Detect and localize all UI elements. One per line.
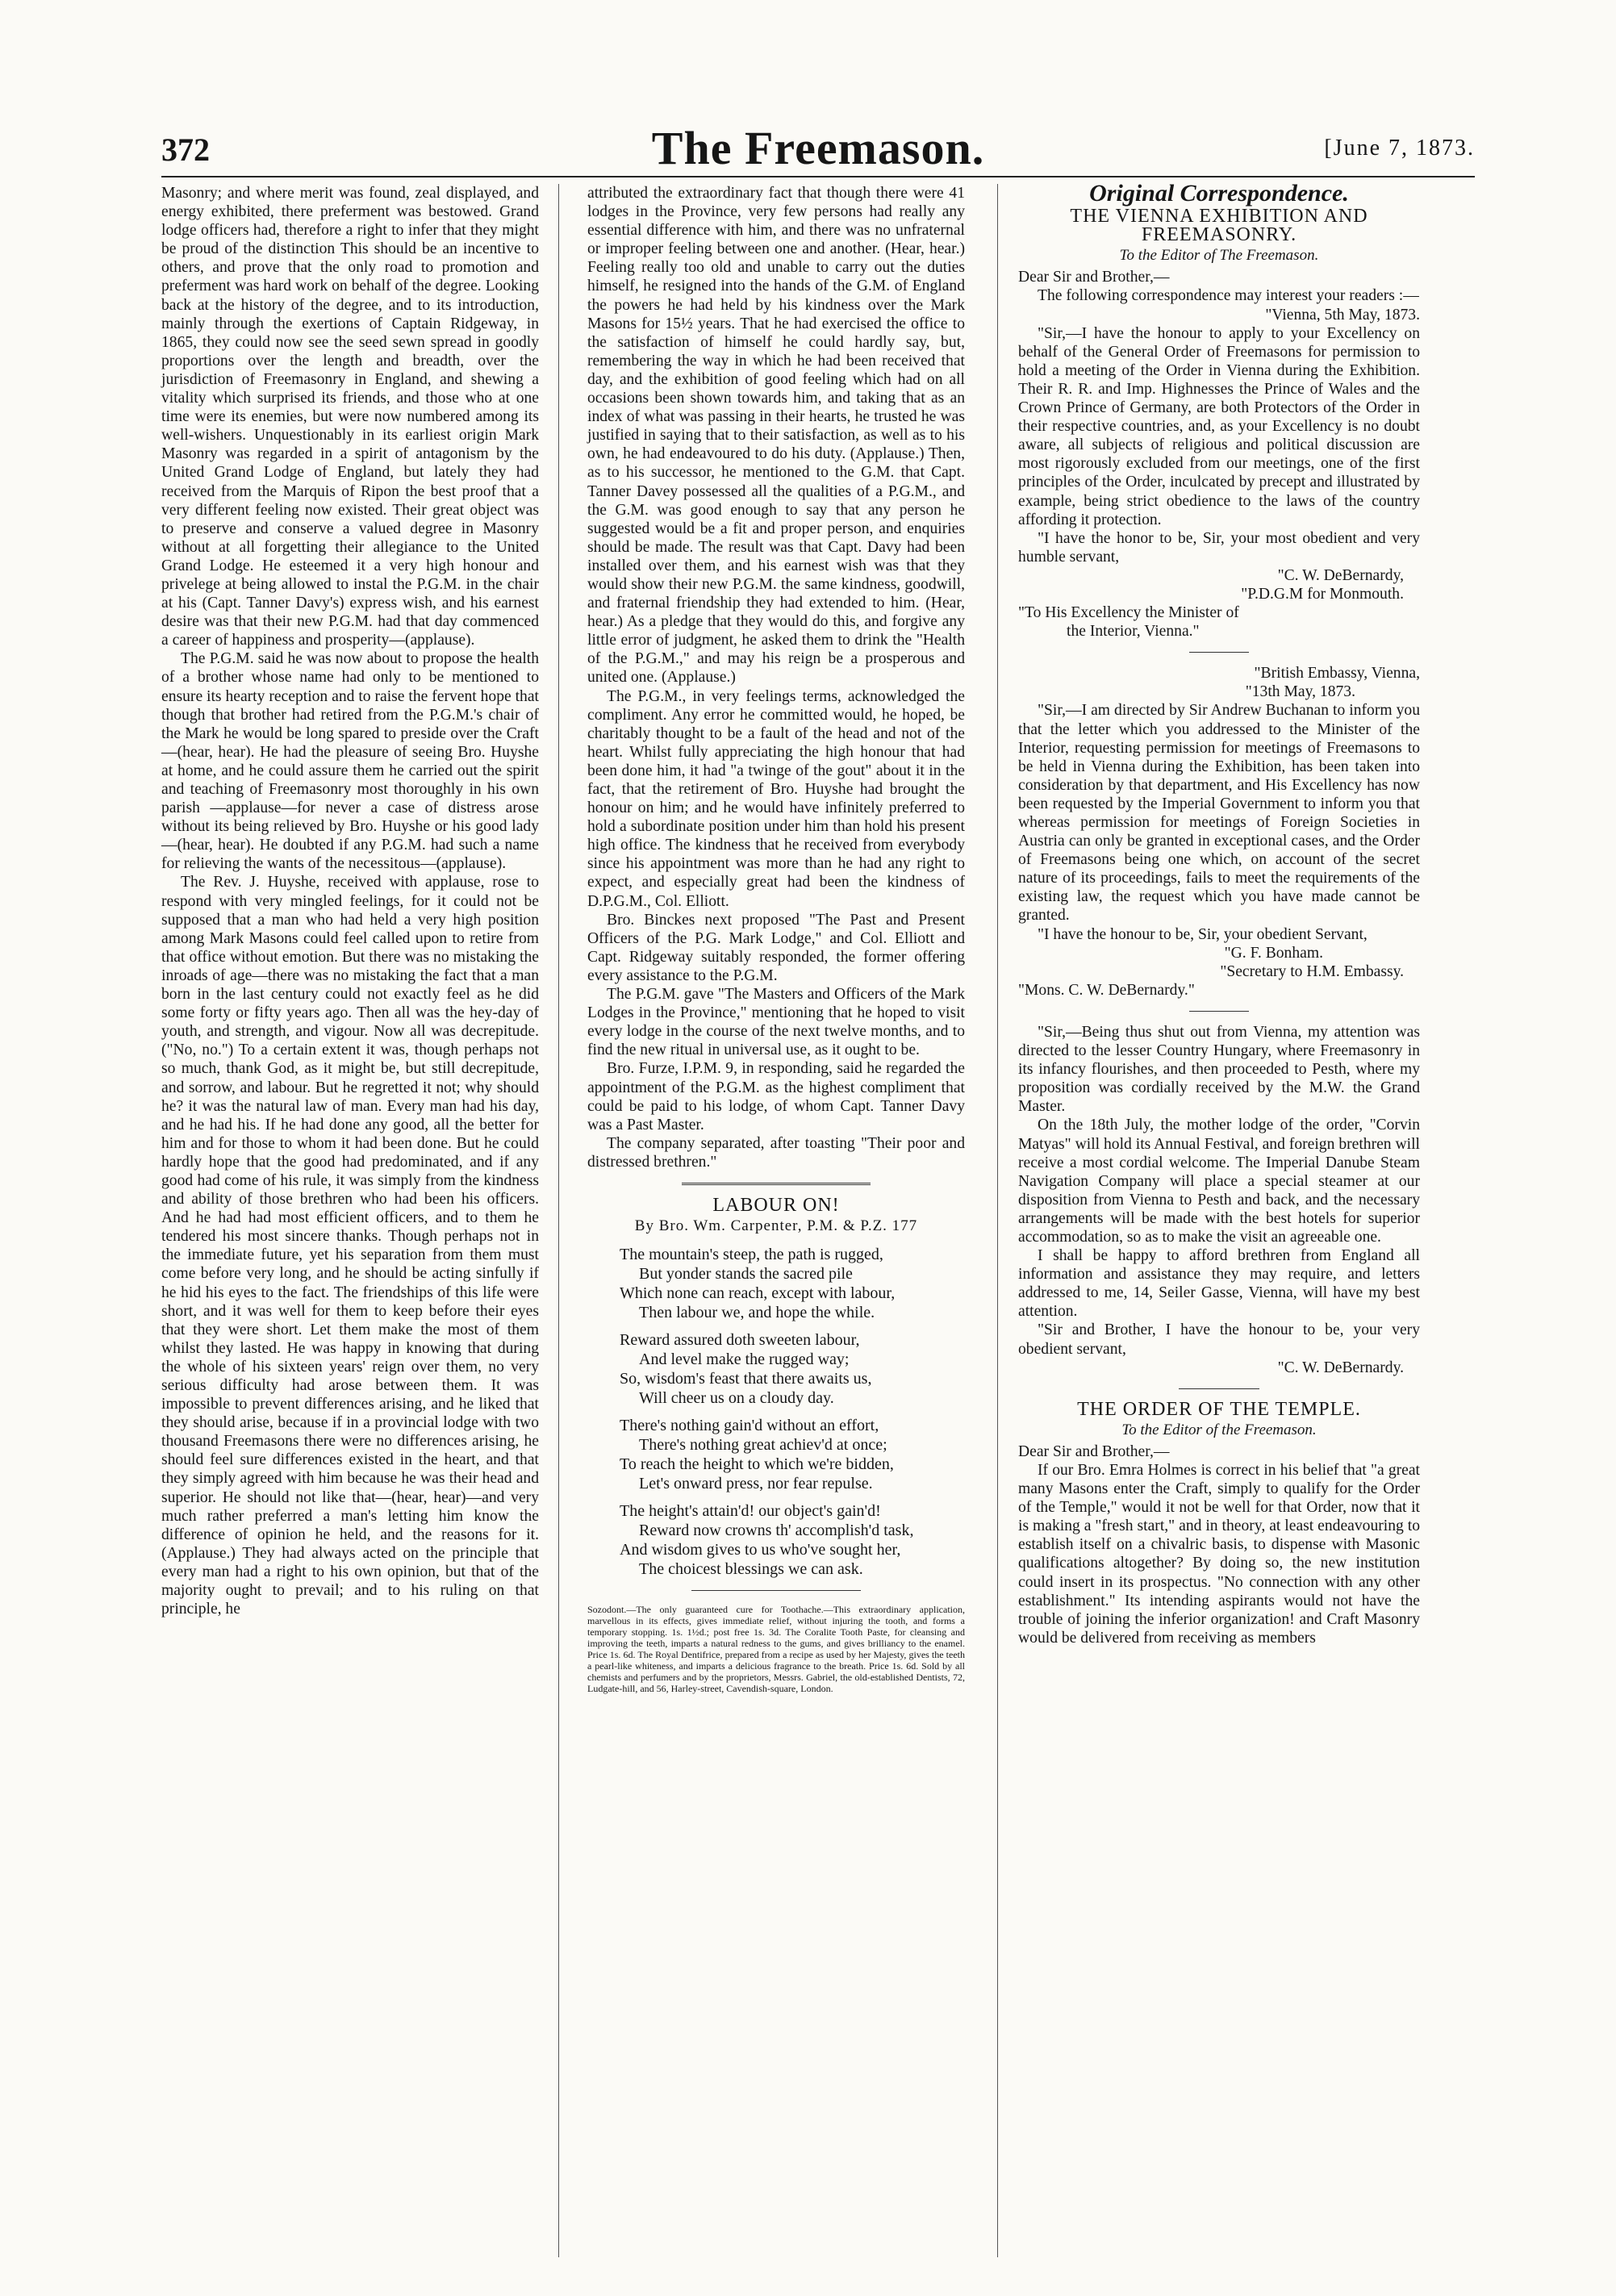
addressee: the Interior, Vienna.": [1067, 623, 1200, 641]
article-subtitle: To the Editor of the Freemason.: [1121, 1421, 1317, 1438]
poem-line: Reward now crowns th' accomplish'd task,: [639, 1522, 914, 1540]
poem-line: Let's onward press, nor fear repulse.: [639, 1475, 873, 1493]
section-rule: [682, 1183, 871, 1185]
paragraph: The P.G.M. gave "The Masters and Officers of the Mark Lodges in the Province," mentioning that he hoped to visit every lodge in the course of the next twelve months, and to find the new ritual in universal use, as it ought to be.: [587, 986, 965, 1059]
paragraph: "Sir and Brother, I have the honour to be, your very obedient servant,: [1018, 1321, 1420, 1358]
addressee: "Mons. C. W. DeBernardy.": [1018, 981, 1195, 999]
paragraph: Masonry; and where merit was found, zeal displayed, and energy exhibited, there preferment was bestowed. Grand lodge officers had, therefore a right to infer that they might be proud of the distinction This should be an incentive to others, and prove that the only road to promotion and preferment was hard work on behalf of the degree. Looking back at the history of the degree, and to its introduction, mainly through the exertions of Captain Ridgeway, in 1865, they could now see the seed sewn spread in goodly proportions over the length and breadth, over the jurisdiction of Freemasonry in England, and shewing a vitality which surprised its friends, and those who at one time were its enemies, but were now numbered among its well-wishers. Unquestionably in its earliest origin Mark Masonry was regarded in a spirit of antagonism by the United Grand Lodge of England, but lately they had received from the Marquis of Ripon the best proof that a very different feeling now existed. Their great object was to preserve and conserve a valued degree in Masonry without at all forgetting their allegiance to the United Grand Lodge. He esteemed it a very high honour and privelege at being allowed to instal the P.G.M. in the chair at his (Capt. Tanner Davy's) express wish, and his earnest desire was that their new P.G.M. had that day commenced a career of happiness and prosperity—(applause).: [161, 185, 539, 649]
poem-title: LABOUR ON!: [712, 1194, 840, 1216]
poem-line: To reach the height to which we're bidden,: [620, 1455, 894, 1474]
issue-date: [June 7, 1873.: [1324, 136, 1475, 161]
paragraph: "I have the honour to be, Sir, your obedient Servant,: [1038, 925, 1368, 943]
column-3: [1018, 180, 1420, 1647]
section-rule: [691, 1590, 862, 1591]
paragraph: If our Bro. Emra Holmes is correct in his belief that "a great many Masons enter the Craft, simply to qualify for the Order of the Temple," would it not be well for that Order, now that it is making a "fresh start," and in theory, at least endeavouring to establish itself on a chivalric basis, to dispense with Masonic qualifications altogether? By doing so, the new institution could insert in its prospectus. "No connection with any other establishment." Its intending aspirants would not have the trouble of joining the inferior organization! and Craft Masonry would be delivered from receiving as members: [1018, 1462, 1420, 1647]
poem-line: Reward assured doth sweeten labour,: [620, 1331, 860, 1350]
stanza-gap: [587, 1408, 965, 1416]
signature: "C. W. DeBernardy.: [1277, 1359, 1404, 1376]
column-2: [587, 184, 965, 1694]
paragraph: I shall be happy to afford brethren from England all information and assistance they may require, and letters addressed to me, 14, Seiler Gasse, Vienna, will have my best attention.: [1018, 1247, 1420, 1321]
article-title: THE VIENNA EXHIBITION AND FREEMASONRY.: [1070, 206, 1368, 246]
poem-line: The choicest blessings we can ask.: [639, 1560, 863, 1579]
advertisement: Sozodont.—The only guaranteed cure for Toothache.—This extraordinary application, marvellous in its effects, gives immediate relief, without injuring the tooth, and forms a temporary stopping. 1s. 1½d.; post free 1s. 3d. The Coralite Tooth Paste, for cleansing and improving the teeth, imparts a natural redness to the gums, and gives brilliancy to the enamel. Price 1s. 6d. The Royal Dentifrice, prepared from a recipe as used by her Majesty, gives the teeth a pearl-like whiteness, and imparts a delicious fragrance to the breath. Price 1s. 6d. Sold by all chemists and perfumers and by the proprietors, Messrs. Gabriel, the old-established Dentists, 72, Ludgate-hill, and 56, Harley-street, Cavendish-square, London.: [587, 1604, 965, 1695]
paragraph: The P.G.M. said he was now about to propose the health of a brother whose name had only to be mentioned to ensure its hearty reception and to raise the fervent hope that though that brother had retired from the P.G.M.'s chair of the Mark he would be long spared to preside over the Craft—(hear, hear). He had the pleasure of seeing Bro. Huyshe at home, and he could assure them he carried out the spirit and teaching of Freemasonry most thoroughly in his own parish —applause—for never a case of distress arose without its being relieved by Bro. Huyshe or his good lady—(hear, hear). He doubted if any P.G.M. had such a name for relieving the wants of the necessitous—(applause).: [161, 650, 539, 873]
paragraph: "Sir,—I am directed by Sir Andrew Buchanan to inform you that the letter which you addressed to the Minister of the Interior, requesting permission for meetings of Freemasons to be held in Vienna during the Exhibition, has been taken into consideration by that department, and His Excellency has now been requested by the Imperial Government to inform you that whereas permission for meetings of Foreign Societies in Austria can only be granted in exceptional cases, and the Order of Freemasons being one which, on account of the secret nature of its proceedings, fails to meet the requirements of the existing law, the request which you have made cannot be granted.: [1018, 702, 1420, 925]
paragraph: "Sir,—I have the honour to apply to your Excellency on behalf of the General Order of Freemasons for permission to hold a meeting of the Order in Vienna during the Exhibition. Their R. R. and Imp. Highnesses the Prince of Wales and the Crown Prince of Germany, are both Protectors of the Order in their respective countries, and, as your Excellency is no doubt aware, all subjects of religious and political discussion are most rigorously excluded from our meetings, one of the first principles of the Order, inculcated by precept and illustrated by example, being strict obedience to the laws of the country affording it protection.: [1018, 324, 1420, 528]
article-title: THE ORDER OF THE TEMPLE.: [1077, 1398, 1361, 1420]
paragraph: The Rev. J. Huyshe, received with applause, rose to respond with very mingled feelings, for it could not be supposed that a man who had held a very high position among Mark Masons could feel called upon to retire from that office without emotion. But there was no mistaking the inroads of age—there was no mistaking the fact that a man born in the last century could not exactly feel as he did some forty or fifty years ago. Then all was the hey-day of youth, and strength, and vigour. Now all was decrepitude. ("No, no.") To a certain extent it was, though perhaps not so much, thank God, as it might be, but still decrepitude, and sorrow, and labour. But he regretted it not; why should he? it was the natural law of man. Every man had his day, and he had his. If he had done any good, all the better for him and for those to whom it had been done. But he could hardly hope that the good had predominated, and if any good had come of his rule, it was simply from the kindness and ability of those brethren who had been his officers. And he had had most efficient officers, and to them he tendered his most sincere thanks. Though perhaps not in the immediate future, yet his separation from them must come before very long, and he should be acting sinfully if he hid his eyes to the fact. The friendships of this life were short, and it was well for them to keep before their eyes that they were short. Let them make the most of them whilst they lasted. He was happy in knowing that during the whole of his sixteen years' reign over them, no very serious difficulty had arose between them. It was impossible to prevent differences arising, and he liked that they should arise, because if in a provincial lodge with two thousand Freemasons there were no differences arising, he should feel sure differences existed in the heart, and that they simply agreed with him because he was their head and superior. He should not like that—(hear, hear)—and very much rather preferred a man's letting him know the difference of opinion he held, and the reasons for it. (Applause.) They had always acted on the principle that every man had a right to his own opinion, but that of the majority ought to prevail; and to his ruling on that principle, he: [161, 874, 539, 1618]
poem-line: There's nothing great achiev'd at once;: [639, 1436, 887, 1455]
poem-byline: By Bro. Wm. Carpenter, P.M. & P.Z. 177: [634, 1217, 918, 1235]
addressee: "To His Excellency the Minister of: [1018, 604, 1239, 622]
poem-line: Then labour we, and hope the while.: [639, 1304, 875, 1322]
paragraph: Bro. Furze, I.P.M. 9, in responding, said he regarded the appointment of the P.G.M. as the highest compliment that could be paid to his lodge, of whom Capt. Tanner Davy was a Past Master.: [587, 1060, 965, 1133]
paragraph: On the 18th July, the mother lodge of the order, "Corvin Matyas" will hold its Annual Festival, and foreign brethren will receive a most cordial welcome. The Imperial Danube Steam Navigation Company will place a special steamer at our disposition from Vienna to Pesth and back, and the necessary arrangements will be made with the best hotels for superior accommodation, so as to make the visit an agreeable one.: [1018, 1117, 1420, 1246]
poem-line: Will cheer us on a cloudy day.: [639, 1389, 834, 1408]
poem: [587, 1245, 965, 1579]
poem-line: But yonder stands the sacred pile: [639, 1265, 853, 1284]
poem-line: The height's attain'd! our object's gain'd!: [620, 1502, 881, 1521]
poem-line: Which none can reach, except with labour,: [620, 1284, 896, 1303]
signature: "C. W. DeBernardy,: [1277, 566, 1404, 584]
paragraph: The company separated, after toasting "Their poor and distressed brethren.": [587, 1134, 965, 1171]
poem-line: The mountain's steep, the path is rugged,: [620, 1246, 883, 1264]
signature: "P.D.G.M for Monmouth.: [1241, 585, 1404, 603]
article-subtitle: To the Editor of The Freemason.: [1119, 247, 1319, 265]
letter-place: "British Embassy, Vienna,: [1254, 665, 1420, 683]
paragraph: "Sir,—Being thus shut out from Vienna, my attention was directed to the lesser Country Hungary, where Freemasonry in its infancy flourishes, and then proceeded to Pesth, where my proposition was cordially received by the M.W. the Grand Master.: [1018, 1023, 1420, 1116]
page-number: 372: [161, 131, 210, 168]
signature: "Secretary to H.M. Embassy.: [1220, 962, 1404, 980]
paragraph: "I have the honor to be, Sir, your most obedient and very humble servant,: [1018, 529, 1420, 566]
section-rule: [1179, 1388, 1259, 1389]
stanza-gap: [587, 1322, 965, 1330]
salutation: Dear Sir and Brother,—: [1018, 269, 1170, 286]
letter-date: "13th May, 1873.: [1245, 683, 1355, 701]
section-heading: Original Correspondence.: [1089, 180, 1349, 207]
salutation: Dear Sir and Brother,—: [1018, 1442, 1170, 1460]
masthead: The Freemason.: [651, 122, 985, 174]
letter-date: "Vienna, 5th May, 1873.: [1265, 306, 1420, 324]
divider: [1189, 1011, 1250, 1012]
poem-line: There's nothing gain'd without an effort,: [620, 1417, 879, 1435]
stanza-gap: [587, 1493, 965, 1501]
paragraph: The P.G.M., in very feelings terms, acknowledged the compliment. Any error he committed would, he hoped, be charitably thought to be a fault of the head and not of the heart. Whilst fully appreciating the high honour that had been done him, it had "a twinge of the gout" about it in the fact, that the retirement of Bro. Huyshe had brought the honour on him; and he would have infinitely preferred to hold a subordinate position under him than hold his present high office. The kindness that he received from everybody since his appointment was more than he had any right to expect, and especially great had been the kindness of D.P.G.M., Col. Elliott.: [587, 687, 965, 910]
paragraph: Bro. Binckes next proposed "The Past and Present Officers of the P.G. Mark Lodge," and Col. Elliott and Capt. Ridgeway suitably responded, the former offering every assistance to the P.G.M.: [587, 911, 965, 984]
column-1: [161, 184, 539, 1618]
signature: "G. F. Bonham.: [1224, 944, 1323, 962]
page-header: [161, 119, 1475, 177]
poem-line: So, wisdom's feast that there awaits us,: [620, 1370, 872, 1388]
poem-line: And level make the rugged way;: [639, 1350, 850, 1369]
paragraph: attributed the extraordinary fact that though there were 41 lodges in the Province, very few persons had really any essential difference with him, and there was no unfraternal or improper feeling between one and another. (Hear, hear.) Feeling really too old and unable to carry out the duties himself, he resigned into the hands of the G.M. of England the powers he had held by his kindness over the Mark Masons for 15½ years. That he had exercised the office to the satisfaction of himself he could hardly say, but, remembering the way in which he had been received that day, and the exhibition of good feeling which had on all occasions been shown towards him, and taking that as an index of what was passing in their hearts, he trusted he was justified in saying that to their satisfaction, as well as to his own, he had endeavoured to do his duty. (Applause.) Then, as to his successor, he mentioned to the G.M. that Capt. Tanner Davey possessed all the qualities of a P.G.M., and the G.M. was good enough to say that any person he suggested would be a fit and proper person, and enquiries should be made. The result was that Capt. Davy had been installed over them, and his earnest wish was that they would show their new P.G.M. the same kindness, goodwill, and fraternal friendship they had extended to him. (Hear, hear.) As a pledge that they would do this, and forgive any little error of judgment, he asked them to drink the "Health of the P.G.M.," and may his reign be a prosperous and united one. (Applause.): [587, 185, 965, 687]
column-divider: [997, 184, 998, 2257]
column-divider: [558, 184, 559, 2257]
paragraph: The following correspondence may interest your readers :—: [1038, 287, 1419, 305]
divider: [1189, 652, 1250, 653]
poem-line: And wisdom gives to us who've sought her,: [620, 1541, 901, 1559]
